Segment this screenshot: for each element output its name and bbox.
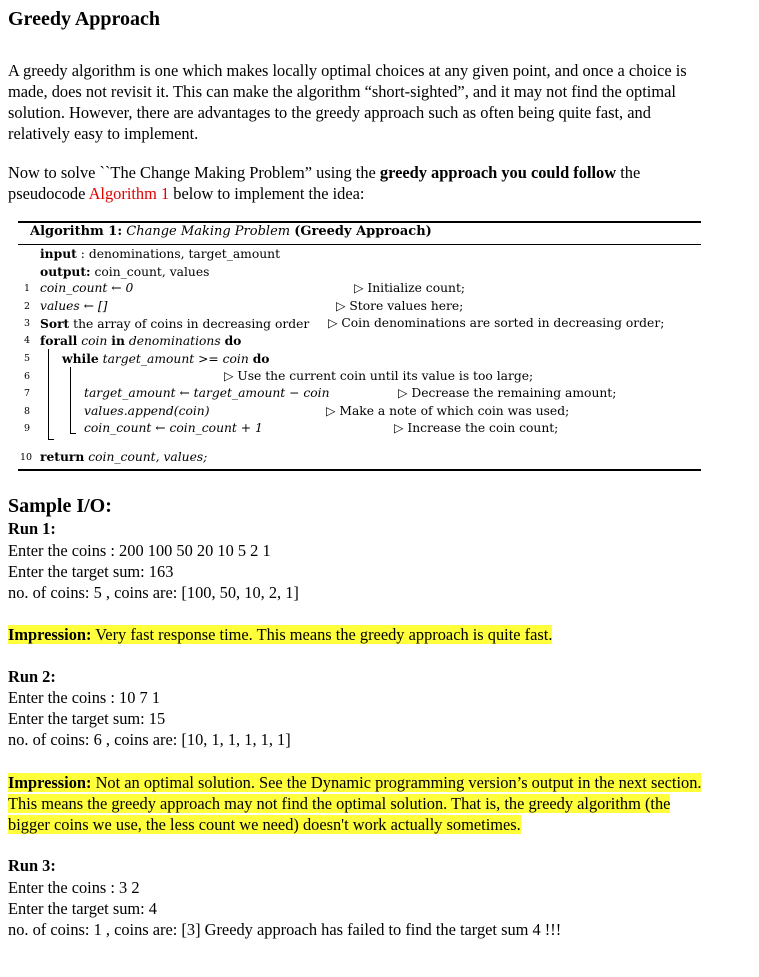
line-number: 4 xyxy=(24,335,31,346)
run1-label: Run 1: xyxy=(8,519,56,538)
run3-target: Enter the target sum: 4 xyxy=(8,899,157,918)
algo-line-2: values ← [] xyxy=(40,299,108,313)
now-suffix: below to implement the idea: xyxy=(169,184,365,203)
algo-line-10 xyxy=(40,449,207,464)
run1-result: no. of coins: 5 , coins are: [100, 50, 10, 2, 1] xyxy=(8,583,299,602)
algo-output-text: coin_count, values xyxy=(94,265,210,279)
algo-comment-7: ▷ Decrease the remaining amount; xyxy=(398,386,617,400)
algo-input-line xyxy=(40,246,280,261)
page-title: Greedy Approach xyxy=(8,8,161,30)
algo-line-4 xyxy=(40,333,241,348)
run1-impression xyxy=(8,624,552,645)
algo-comment-3: ▷ Coin denominations are sorted in decreasing order; xyxy=(328,316,665,330)
algo-input-kw: input xyxy=(40,246,77,261)
algo-mid-rule xyxy=(18,244,701,245)
algo-output-kw: output: xyxy=(40,264,91,279)
algorithm-link[interactable]: Algorithm 1 xyxy=(88,184,170,203)
algo-caption-suffix: (Greedy Approach) xyxy=(294,224,432,239)
algo-bottom-rule xyxy=(18,469,701,471)
now-middle: the pseudocode xyxy=(8,163,641,203)
run2-impression xyxy=(8,772,710,835)
algo-sort-kw: Sort xyxy=(40,316,70,331)
line-number: 1 xyxy=(24,283,31,294)
algo-line-8: values.append(coin) xyxy=(84,404,210,418)
algo-in-kw: in xyxy=(111,333,125,348)
algo-input-text: : denominations, target_amount xyxy=(80,247,281,261)
while-block-foot xyxy=(70,433,76,434)
algo-return-kw: return xyxy=(40,449,85,464)
forall-block-bar xyxy=(48,349,49,439)
algo-do-kw: do xyxy=(224,333,242,348)
run1-coins: Enter the coins : 200 100 50 20 10 5 2 1 xyxy=(8,541,271,560)
line-number: 9 xyxy=(24,423,31,434)
algo-return-text: coin_count, values; xyxy=(88,450,208,464)
now-bold: greedy approach you could follow xyxy=(379,163,617,182)
run1-impression-text: Very fast response time. This means the greedy approach is quite fast. xyxy=(91,625,553,644)
algo-caption-name: Change Making Problem xyxy=(126,224,291,239)
algorithm-box xyxy=(18,221,701,470)
algo-caption xyxy=(30,224,432,239)
algo-forall-kw: forall xyxy=(40,333,78,348)
algo-comment-2: ▷ Store values here; xyxy=(336,299,464,313)
algo-line-5 xyxy=(62,351,270,366)
line-number: 10 xyxy=(20,452,33,463)
algo-comment-6: ▷ Use the current coin until its value is too large; xyxy=(224,369,534,383)
algo-comment-9: ▷ Increase the coin count; xyxy=(394,421,559,435)
run3-label: Run 3: xyxy=(8,856,56,875)
line-number: 5 xyxy=(24,353,31,364)
run1-target: Enter the target sum: 163 xyxy=(8,562,174,581)
run2-impression-text: Not an optimal solution. See the Dynamic programming version’s output in the next section. This means the greedy approach may not find the optimal solution. That is, the greedy algorithm (the bigger coins we use, the less count we need) doesn't work actually sometimes. xyxy=(8,773,702,834)
intro-paragraph: A greedy algorithm is one which makes locally optimal choices at any given point, and once a choice is made, does not revisit it. This can make the algorithm “short-sighted”, and it may not find the optimal solution. However, there are advantages to the greedy approach such as often being quite fast, and relatively easy to implement. xyxy=(8,61,687,143)
algo-while-kw: while xyxy=(62,351,99,366)
algo-comment-8: ▷ Make a note of which coin was used; xyxy=(326,404,570,418)
algo-line-1: coin_count ← 0 xyxy=(40,281,134,295)
run1-impression-label: Impression: xyxy=(8,625,92,644)
run3-coins: Enter the coins : 3 2 xyxy=(8,878,140,897)
sample-io-title: Sample I/O: xyxy=(8,495,112,517)
algo-while-do: do xyxy=(252,351,270,366)
line-number: 8 xyxy=(24,406,31,417)
forall-block-foot xyxy=(48,439,54,440)
algo-caption-label: Algorithm 1: xyxy=(30,224,123,239)
algo-forall-coll: denominations xyxy=(128,334,221,348)
algo-top-rule xyxy=(18,221,701,223)
line-number: 3 xyxy=(24,318,31,329)
line-number: 2 xyxy=(24,301,31,312)
run3-result: no. of coins: 1 , coins are: [3] Greedy approach has failed to find the target sum 4 !!! xyxy=(8,920,562,939)
algo-output-line xyxy=(40,264,209,279)
algo-sort-text: the array of coins in decreasing order xyxy=(73,317,310,331)
line-number: 7 xyxy=(24,388,31,399)
run2-coins: Enter the coins : 10 7 1 xyxy=(8,688,161,707)
run2-result: no. of coins: 6 , coins are: [10, 1, 1, 1, 1, 1] xyxy=(8,730,291,749)
while-block-bar xyxy=(70,367,71,433)
algo-line-3 xyxy=(40,316,309,331)
now-paragraph xyxy=(8,162,708,204)
run2-label: Run 2: xyxy=(8,667,56,686)
algo-line-9: coin_count ← coin_count + 1 xyxy=(84,421,263,435)
algo-forall-var: coin xyxy=(81,334,108,348)
now-prefix: Now to solve ``The Change Making Problem” using the xyxy=(8,163,380,182)
run2-impression-label: Impression: xyxy=(8,773,92,792)
line-number: 6 xyxy=(24,371,31,382)
algo-comment-1: ▷ Initialize count; xyxy=(354,281,466,295)
algo-while-cond: target_amount >= coin xyxy=(102,352,249,366)
algo-line-7: target_amount ← target_amount − coin xyxy=(84,386,330,400)
run2-target: Enter the target sum: 15 xyxy=(8,709,166,728)
